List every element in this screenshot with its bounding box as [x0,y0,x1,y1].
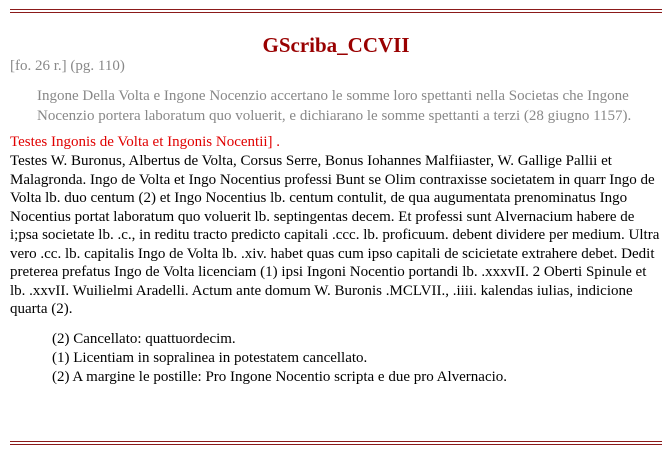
footnote: (2) Cancellato: quattuordecim. [52,331,236,347]
top-divider [10,9,662,13]
section-heading: Testes Ingonis de Volta et Ingonis Nocentii] . [10,134,281,150]
footnotes [52,330,652,387]
document-body: Testes W. Buronus, Albertus de Volta, Corsus Serre, Bonus Iohannes Malfiiaster, W. Gallige Pallii et Malagronda. Ingo de Volta et Ingo Nocentius professi Bunt se Olim contraxisse societatem in quarr Ingo de Volta lb. duo centum (2) et Ingo Nocentius lb. centum contulit, de qua augumentata prenominatus Ingo Nocentius portat laboratum quo voluerit lb. septingentas decem. Et professi sunt Alvernacium habere de i;psa societate lb. .c., in reditu tracto predicto capitali .ccc. lb. proficuum. debent dividere per medium. Ultra vero .cc. lb. capitalis Ingo de Volta lb. .xiv. habet quas cum ipso capitali de scicietate extrahere debet. Dedit preterea prefatus Ingo de Volta licenciam (1) ipsi Ingoni Nocentio portandi lb. .xxxvII. 2 Oberti Spinule et lb. .xxvII. Wuilielmi Aradelli. Actum ante domum W. Buronis .MCLVII., .iiii. kalendas iulias, indicione quarta (2). [10,153,660,317]
folio-reference: [fo. 26 r.] (pg. 110) [10,58,125,74]
footnote: (2) A margine le postille: Pro Ingone Nocentio scripta e due pro Alvernacio. [52,369,508,385]
footnote: (1) Licentiam in sopralinea in potestatem cancellato. [52,350,368,366]
bottom-divider [10,441,662,445]
document-summary: Ingone Della Volta e Ingone Nocenzio accertano le somme loro spettanti nella Societas che Ingone Nocenzio portera laboratum quo voluerit, e dichiarano le somme spettanti a terzi (28 giugno 1157). [37,88,632,124]
page-title: GScriba_CCVII [262,33,410,57]
